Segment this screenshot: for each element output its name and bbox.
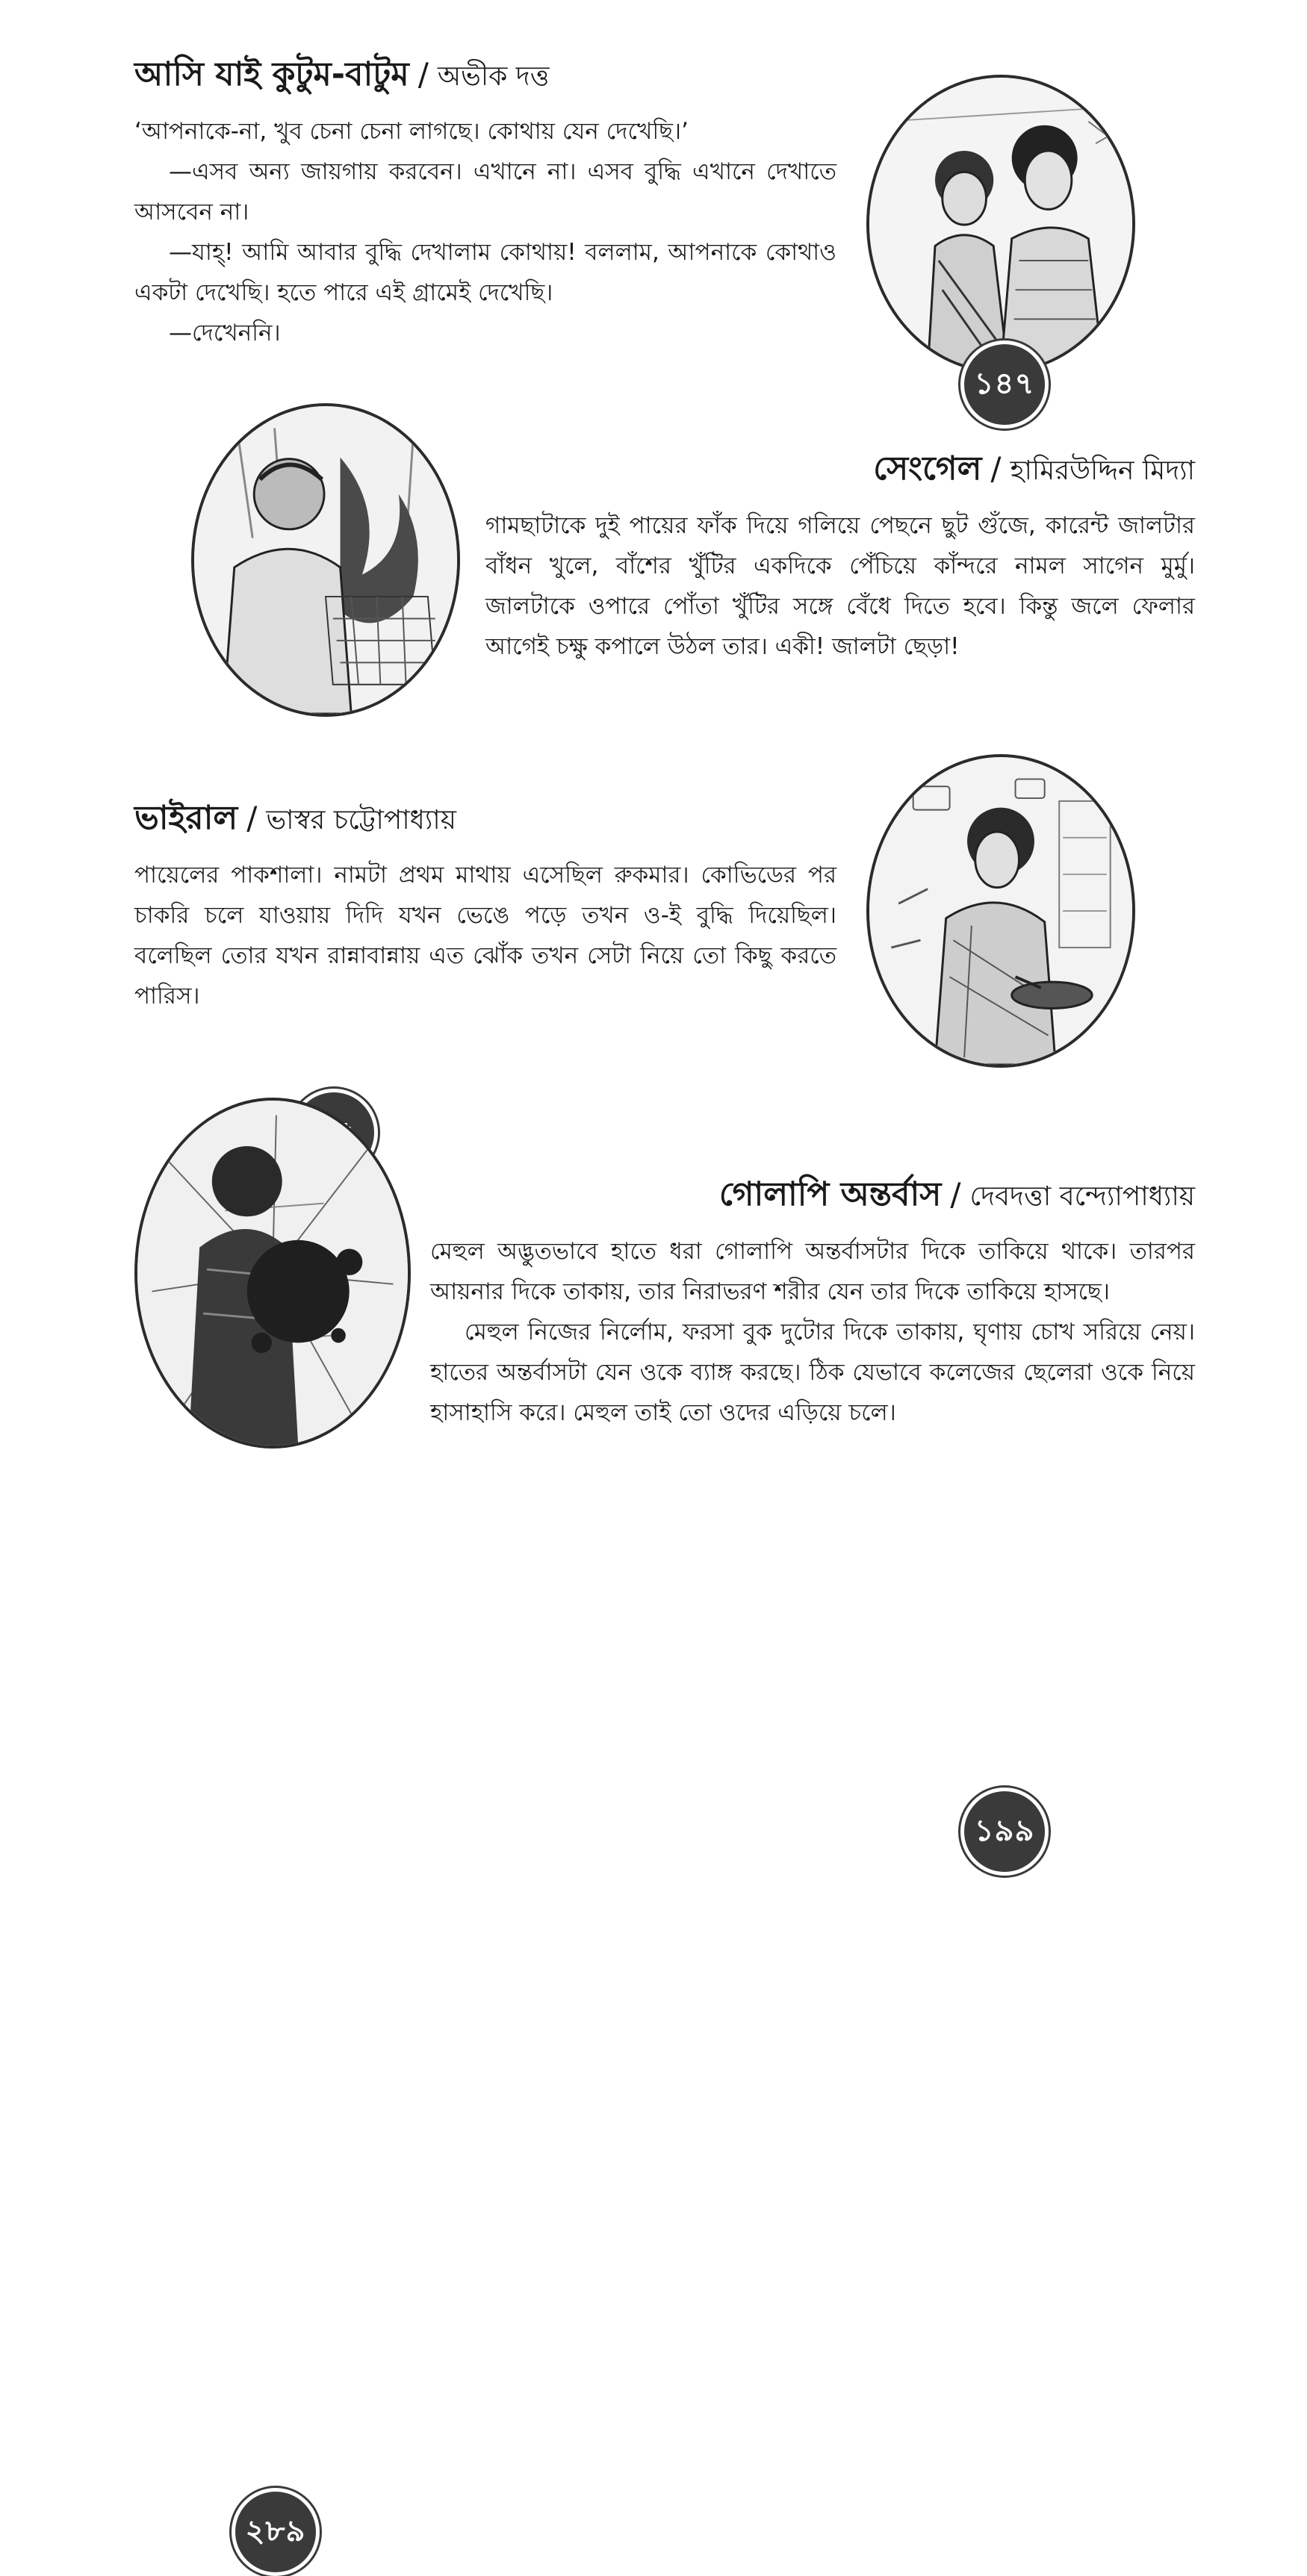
story-1-heading [134, 54, 836, 95]
story-4-separator: / [950, 1176, 961, 1213]
story-4-paragraph: মেহুল নিজের নির্লোম, ফরসা বুক দুটোর দিকে তাকায়, ঘৃণায় চোখ সরিয়ে নেয়। হাতের অন্তর্বাসটা যেন ওকে ব্যাঙ্গ করছে। ঠিক যেভাবে কলেজের ছেলেরা ওকে নিয়ে হাসাহাসি করে। মেহুল তাই তো ওদের এড়িয়ে চলে। [430, 1319, 1195, 1426]
story-2-paragraph: গামছাটাকে দুই পায়ের ফাঁক দিয়ে গলিয়ে পেছনে ছুট গুঁজে, কারেন্ট জালটার বাঁধন খুলে, বাঁশের খুঁটির একদিকে পেঁচিয়ে কাঁন্দরে নামল সাগেন মুর্মু। জালটাকে ওপারে পোঁতা খুঁটির সঙ্গে বেঁধে দিতে হবে। কিন্তু জলে ফেলার আগেই চক্ষু কপালে উঠল তার। একী! জালটা ছেড়া! [485, 512, 1195, 660]
story-4-illustration [134, 1098, 411, 2548]
story-3-paragraph: পায়েলের পাকশালা। নামটা প্রথম মাথায় এসেছিল রুকমার। কোভিডের পর চাকরি চলে যাওয়ায় দিদি যখন ভেঙে পড়ে তখন ও-ই বুদ্ধি দিয়েছিল। বলেছিল তোর যখন রান্নাবান্নায় এত ঝোঁক তখন সেটা নিয়ে তো কিছু করতে পারিস। [134, 862, 836, 1009]
story-2-separator: / [990, 450, 1002, 487]
story-3 [134, 797, 836, 1016]
story-1-illustration [866, 75, 1135, 401]
story-4-title: গোলাপি অন্তর্বাস [718, 1175, 942, 1213]
story-1-paragraph: —এসব অন্য জায়গায় করবেন। এখানে না। এসব বুদ্ধি এখানে দেখাতে আসবেন না। [134, 158, 836, 225]
story-3-heading [134, 797, 836, 839]
illustration-oval [134, 1098, 411, 1449]
story-3-author: ভাস্বর চট্টোপাধ্যায় [266, 805, 456, 836]
illustration-oval [191, 403, 460, 717]
story-4 [430, 1174, 1195, 1433]
story-2 [485, 448, 1195, 667]
illustration-oval [866, 75, 1135, 373]
story-1 [134, 54, 836, 353]
story-1-paragraph: —যাহ্‌! আমি আবার বুদ্ধি দেখালাম কোথায়! বললাম, আপনাকে কোথাও একটা দেখেছি। হতে পারে এই গ্রামেই দেখেছি। [134, 239, 836, 306]
story-2-title: সেংগেল [873, 449, 982, 488]
story-4-author: দেবদত্তা বন্দ্যোপাধ্যায় [969, 1181, 1195, 1212]
story-4-paragraph: মেহুল অদ্ভুতভাবে হাতে ধরা গোলাপি অন্তর্বাসটার দিকে তাকিয়ে থাকে। তারপর আয়নার দিকে তাকায়, তার নিরাভরণ শরীর যেন তার দিকে তাকিয়ে হাসছে। [430, 1238, 1195, 1305]
story-2-illustration [191, 403, 460, 717]
page-number-badge: ১৪৭ [960, 340, 1049, 429]
story-1-paragraph: —দেখেননি। [169, 320, 281, 346]
illustration-oval [866, 754, 1135, 1068]
story-3-separator: / [246, 800, 258, 836]
story-4-excerpt [430, 1231, 1195, 1433]
story-1-author: অভীক দত্ত [437, 61, 550, 92]
story-1-title: আসি যাই কুটুম-বাটুম [134, 55, 409, 93]
story-3-title: ভাইরাল [134, 799, 238, 837]
story-4-heading [430, 1174, 1195, 1215]
story-1-excerpt [134, 111, 836, 353]
page-number-badge: ১৯৯ [960, 1788, 1049, 1876]
story-2-heading [485, 448, 1195, 489]
story-3-excerpt [134, 855, 836, 1016]
story-1-paragraph: ‘আপনাকে-না, খুব চেনা চেনা লাগছে। কোথায় যেন দেখেছি।’ [134, 118, 689, 145]
story-1-separator: / [417, 56, 429, 93]
page-number-badge: ২৮৯ [232, 2488, 320, 2576]
story-2-author: হামিরউদ্দিন মিদ্যা [1010, 455, 1195, 486]
story-2-excerpt [485, 505, 1195, 667]
